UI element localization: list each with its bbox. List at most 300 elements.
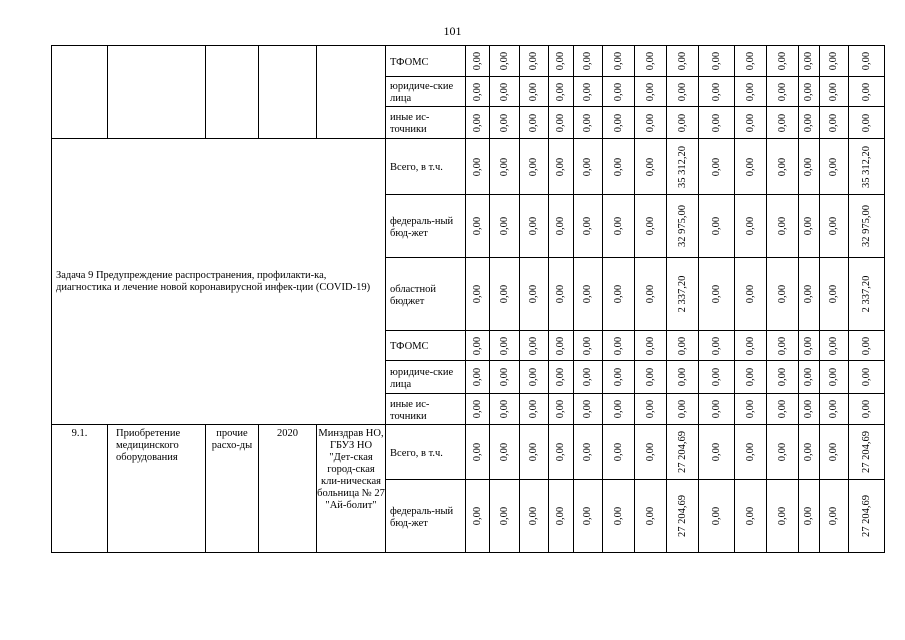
amount-cell (635, 195, 667, 258)
amount-cell (635, 331, 667, 361)
amount-cell (490, 195, 520, 258)
amount-value: 0,00 (528, 284, 539, 304)
amount-cell (735, 425, 767, 480)
amount-cell (667, 107, 699, 139)
amount-cell (820, 480, 849, 553)
amount-value: 0,00 (471, 113, 483, 132)
funding-source-cell: ТФОМС (386, 46, 466, 77)
amount-value: 0,00 (498, 113, 510, 132)
amount-value: 0,00 (644, 399, 656, 419)
amount-value: 0,00 (582, 82, 593, 101)
amount-cell (767, 77, 799, 107)
amount-value: 0,00 (555, 284, 566, 304)
amount-cell (603, 46, 635, 77)
amount-value: 0,00 (498, 399, 510, 419)
amount-value: 0,00 (744, 113, 756, 132)
amount-cell (603, 195, 635, 258)
amount-value: 0,00 (528, 336, 539, 355)
amount-cell (490, 480, 520, 553)
amount-value: 0,00 (828, 284, 839, 304)
amount-cell (699, 77, 735, 107)
amount-value: 0,00 (644, 442, 656, 462)
amount-value: 0,00 (676, 336, 688, 355)
amount-value: 0,00 (828, 113, 839, 132)
amount-value: 0,00 (582, 336, 593, 355)
amount-value: 0,00 (471, 82, 483, 101)
amount-value: 0,00 (744, 506, 756, 526)
amount-value: 0,00 (710, 399, 722, 419)
amount-value: 0,00 (860, 82, 872, 101)
amount-cell (466, 480, 490, 553)
amount-value: 0,00 (710, 51, 722, 71)
amount-cell (820, 77, 849, 107)
amount-cell (767, 107, 799, 139)
amount-cell (603, 139, 635, 195)
amount-value: 0,00 (612, 82, 624, 101)
amount-value: 0,00 (644, 82, 656, 101)
amount-value: 0,00 (498, 216, 510, 236)
amount-cell (490, 331, 520, 361)
amount-value: 0,00 (710, 442, 722, 462)
table-row (52, 425, 885, 480)
amount-value: 0,00 (776, 113, 788, 132)
amount-value: 0,00 (710, 157, 722, 176)
amount-value: 35 312,20 (860, 145, 872, 188)
amount-cell (549, 139, 574, 195)
amount-value: 0,00 (528, 367, 539, 387)
amount-cell (520, 331, 549, 361)
funding-source-cell: Всего, в т.ч. (386, 139, 466, 195)
amount-value: 0,00 (471, 442, 483, 462)
amount-value: 0,00 (776, 82, 788, 101)
amount-value: 0,00 (555, 51, 566, 71)
amount-cell (767, 361, 799, 394)
amount-value: 0,00 (582, 442, 593, 462)
amount-cell (667, 425, 699, 480)
amount-cell (735, 361, 767, 394)
amount-value: 0,00 (676, 51, 688, 71)
table-row (52, 46, 885, 77)
amount-cell (549, 394, 574, 425)
amount-cell (574, 46, 603, 77)
amount-value: 0,00 (676, 399, 688, 419)
executor: Минздрав НО, ГБУЗ НО "Дет-ская город-ская кли-ническая больница № 27 "Ай-болит" (317, 425, 386, 553)
amount-cell (667, 361, 699, 394)
amount-cell (490, 77, 520, 107)
amount-value: 0,00 (555, 113, 566, 132)
amount-cell (820, 394, 849, 425)
amount-value: 0,00 (528, 399, 539, 419)
amount-value: 0,00 (710, 367, 722, 387)
amount-value: 27 204,69 (676, 495, 688, 537)
amount-value: 0,00 (828, 367, 839, 387)
amount-cell (849, 139, 885, 195)
amount-value: 0,00 (528, 442, 539, 462)
amount-value: 0,00 (612, 284, 624, 304)
amount-value: 0,00 (471, 506, 483, 526)
amount-value: 0,00 (710, 284, 722, 304)
amount-value: 0,00 (744, 367, 756, 387)
amount-value: 0,00 (803, 51, 814, 71)
amount-cell (466, 394, 490, 425)
amount-cell (820, 258, 849, 331)
amount-value: 0,00 (644, 216, 656, 236)
amount-value: 0,00 (644, 284, 656, 304)
amount-cell (735, 394, 767, 425)
amount-value: 0,00 (828, 399, 839, 419)
amount-value: 0,00 (860, 113, 872, 132)
amount-value: 0,00 (828, 216, 839, 236)
amount-cell (849, 77, 885, 107)
amount-cell (699, 46, 735, 77)
amount-value: 0,00 (776, 367, 788, 387)
amount-cell (490, 46, 520, 77)
amount-cell (799, 107, 820, 139)
amount-value: 0,00 (644, 113, 656, 132)
amount-value: 0,00 (612, 113, 624, 132)
amount-cell (799, 77, 820, 107)
amount-value: 0,00 (860, 336, 872, 355)
item-name: Приобретение медицинского оборудования (108, 425, 206, 553)
amount-value: 0,00 (528, 51, 539, 71)
amount-value: 0,00 (612, 506, 624, 526)
amount-value: 0,00 (555, 336, 566, 355)
amount-cell (820, 195, 849, 258)
amount-cell (635, 46, 667, 77)
amount-value: 0,00 (744, 442, 756, 462)
amount-cell (549, 361, 574, 394)
amount-cell (735, 480, 767, 553)
amount-cell (520, 258, 549, 331)
amount-value: 0,00 (776, 506, 788, 526)
amount-cell (799, 361, 820, 394)
amount-value: 0,00 (612, 336, 624, 355)
funding-source-cell: иные ис-точники (386, 394, 466, 425)
amount-value: 0,00 (776, 157, 788, 176)
empty-cell (317, 46, 386, 139)
budget-table (51, 45, 885, 553)
amount-value: 0,00 (612, 216, 624, 236)
amount-value: 0,00 (471, 367, 483, 387)
amount-cell (799, 139, 820, 195)
amount-cell (849, 361, 885, 394)
amount-cell (549, 331, 574, 361)
amount-cell (603, 107, 635, 139)
amount-cell (735, 77, 767, 107)
amount-cell (699, 394, 735, 425)
funding-source-cell: юридиче-ские лица (386, 77, 466, 107)
amount-cell (735, 331, 767, 361)
amount-value: 0,00 (776, 399, 788, 419)
amount-value: 0,00 (612, 157, 624, 176)
amount-cell (799, 195, 820, 258)
amount-value: 0,00 (744, 336, 756, 355)
amount-cell (520, 46, 549, 77)
amount-value: 0,00 (555, 399, 566, 419)
amount-cell (549, 107, 574, 139)
amount-cell (466, 77, 490, 107)
amount-cell (466, 195, 490, 258)
amount-cell (799, 331, 820, 361)
amount-value: 0,00 (644, 506, 656, 526)
amount-cell (799, 480, 820, 553)
amount-value: 0,00 (776, 51, 788, 71)
amount-value: 0,00 (644, 157, 656, 176)
amount-cell (520, 480, 549, 553)
amount-cell (849, 107, 885, 139)
amount-value: 0,00 (828, 336, 839, 355)
amount-cell (603, 361, 635, 394)
amount-cell (574, 139, 603, 195)
amount-value: 0,00 (612, 442, 624, 462)
amount-cell (520, 195, 549, 258)
amount-cell (699, 425, 735, 480)
amount-cell (635, 394, 667, 425)
amount-cell (490, 361, 520, 394)
amount-cell (799, 46, 820, 77)
funding-source-cell: областной бюджет (386, 258, 466, 331)
amount-value: 0,00 (498, 51, 510, 71)
amount-value: 0,00 (528, 113, 539, 132)
amount-value: 0,00 (555, 157, 566, 176)
amount-cell (699, 361, 735, 394)
amount-value: 0,00 (803, 157, 814, 176)
amount-cell (520, 394, 549, 425)
amount-cell (667, 195, 699, 258)
amount-value: 27 204,69 (676, 431, 688, 473)
amount-cell (849, 195, 885, 258)
amount-cell (820, 425, 849, 480)
amount-value: 0,00 (471, 216, 483, 236)
amount-cell (799, 258, 820, 331)
amount-value: 0,00 (471, 284, 483, 304)
empty-cell (259, 46, 317, 139)
amount-cell (820, 107, 849, 139)
amount-value: 0,00 (803, 113, 814, 132)
amount-value: 0,00 (471, 336, 483, 355)
amount-cell (820, 46, 849, 77)
funding-source-cell: ТФОМС (386, 331, 466, 361)
amount-value: 0,00 (582, 399, 593, 419)
amount-value: 0,00 (776, 442, 788, 462)
amount-cell (603, 425, 635, 480)
amount-cell (520, 107, 549, 139)
amount-value: 0,00 (528, 82, 539, 101)
amount-cell (767, 394, 799, 425)
amount-value: 0,00 (860, 51, 872, 71)
amount-value: 0,00 (498, 82, 510, 101)
amount-cell (635, 107, 667, 139)
amount-cell (574, 480, 603, 553)
funding-source-cell: федераль-ный бюд-жет (386, 480, 466, 553)
amount-value: 0,00 (710, 113, 722, 132)
amount-value: 0,00 (803, 216, 814, 236)
amount-cell (635, 361, 667, 394)
amount-cell (603, 480, 635, 553)
amount-value: 0,00 (828, 51, 839, 71)
empty-cell (206, 46, 259, 139)
amount-cell (667, 139, 699, 195)
amount-cell (635, 480, 667, 553)
amount-value: 0,00 (644, 336, 656, 355)
amount-value: 0,00 (498, 367, 510, 387)
amount-value: 0,00 (471, 399, 483, 419)
amount-cell (490, 139, 520, 195)
amount-cell (767, 425, 799, 480)
amount-value: 0,00 (644, 51, 656, 71)
amount-value: 0,00 (828, 506, 839, 526)
amount-cell (574, 107, 603, 139)
amount-cell (549, 195, 574, 258)
funding-source-cell: юридиче-ские лица (386, 361, 466, 394)
amount-value: 0,00 (710, 82, 722, 101)
amount-value: 0,00 (776, 284, 788, 304)
amount-value: 0,00 (582, 216, 593, 236)
empty-cell (52, 46, 108, 139)
amount-cell (490, 107, 520, 139)
amount-cell (767, 139, 799, 195)
amount-cell (574, 258, 603, 331)
amount-cell (466, 46, 490, 77)
amount-cell (466, 107, 490, 139)
amount-cell (767, 480, 799, 553)
amount-cell (466, 361, 490, 394)
amount-value: 0,00 (582, 284, 593, 304)
amount-value: 0,00 (860, 399, 872, 419)
amount-cell (820, 361, 849, 394)
amount-value: 0,00 (555, 82, 566, 101)
amount-cell (735, 139, 767, 195)
amount-cell (699, 258, 735, 331)
amount-value: 0,00 (498, 506, 510, 526)
amount-value: 0,00 (860, 367, 872, 387)
amount-value: 0,00 (776, 216, 788, 236)
amount-value: 27 204,69 (860, 431, 872, 473)
amount-value: 0,00 (498, 442, 510, 462)
amount-value: 0,00 (612, 51, 624, 71)
amount-cell (549, 258, 574, 331)
amount-value: 0,00 (528, 157, 539, 176)
amount-cell (849, 331, 885, 361)
amount-cell (520, 139, 549, 195)
amount-value: 0,00 (582, 113, 593, 132)
amount-cell (574, 361, 603, 394)
amount-cell (635, 139, 667, 195)
amount-cell (667, 258, 699, 331)
amount-value: 0,00 (744, 157, 756, 176)
amount-cell (466, 425, 490, 480)
amount-cell (603, 77, 635, 107)
amount-value: 0,00 (555, 506, 566, 526)
amount-cell (466, 331, 490, 361)
amount-value: 0,00 (828, 442, 839, 462)
amount-cell (849, 46, 885, 77)
amount-value: 0,00 (828, 82, 839, 101)
amount-cell (490, 258, 520, 331)
amount-cell (635, 425, 667, 480)
amount-value: 0,00 (744, 216, 756, 236)
amount-cell (849, 480, 885, 553)
amount-cell (699, 139, 735, 195)
amount-cell (767, 258, 799, 331)
amount-cell (735, 195, 767, 258)
amount-value: 0,00 (582, 51, 593, 71)
amount-cell (520, 361, 549, 394)
amount-cell (574, 331, 603, 361)
amount-value: 0,00 (528, 506, 539, 526)
amount-cell (799, 425, 820, 480)
amount-cell (849, 425, 885, 480)
amount-cell (767, 195, 799, 258)
amount-cell (849, 394, 885, 425)
amount-cell (574, 425, 603, 480)
amount-value: 0,00 (744, 284, 756, 304)
amount-value: 0,00 (803, 399, 814, 419)
task-title: Задача 9 Предупреждение распространения, профилакти-ка, диагностика и лечение новой коронавирусной инфек-ции (COVID-19) (52, 139, 386, 425)
amount-value: 0,00 (803, 367, 814, 387)
amount-value: 0,00 (582, 506, 593, 526)
amount-value: 0,00 (676, 82, 688, 101)
amount-value: 0,00 (803, 336, 814, 355)
amount-value: 0,00 (803, 82, 814, 101)
amount-cell (820, 331, 849, 361)
amount-cell (699, 107, 735, 139)
amount-cell (849, 258, 885, 331)
amount-value: 32 975,00 (860, 205, 872, 247)
amount-cell (520, 425, 549, 480)
amount-cell (699, 331, 735, 361)
amount-cell (466, 139, 490, 195)
amount-value: 0,00 (471, 51, 483, 71)
amount-cell (667, 331, 699, 361)
amount-cell (735, 46, 767, 77)
page-number: 101 (443, 24, 462, 38)
funding-source-cell: иные ис-точники (386, 107, 466, 139)
amount-cell (549, 46, 574, 77)
amount-value: 0,00 (710, 336, 722, 355)
amount-cell (603, 258, 635, 331)
amount-cell (574, 77, 603, 107)
amount-value: 2 337,20 (676, 275, 688, 313)
amount-cell (574, 195, 603, 258)
amount-cell (520, 77, 549, 107)
amount-cell (699, 195, 735, 258)
amount-cell (635, 258, 667, 331)
amount-cell (549, 77, 574, 107)
amount-cell (667, 46, 699, 77)
amount-cell (799, 394, 820, 425)
amount-value: 0,00 (803, 284, 814, 304)
amount-cell (466, 258, 490, 331)
amount-value: 2 337,20 (860, 275, 872, 313)
item-year: 2020 (259, 425, 317, 553)
amount-value: 0,00 (555, 216, 566, 236)
amount-value: 0,00 (710, 216, 722, 236)
amount-value: 0,00 (676, 113, 688, 132)
amount-value: 0,00 (676, 367, 688, 387)
empty-cell (108, 46, 206, 139)
amount-value: 35 312,20 (676, 145, 688, 188)
amount-cell (635, 77, 667, 107)
amount-value: 0,00 (744, 399, 756, 419)
amount-cell (699, 480, 735, 553)
amount-value: 0,00 (555, 367, 566, 387)
amount-value: 32 975,00 (676, 205, 688, 247)
amount-cell (667, 480, 699, 553)
amount-cell (667, 394, 699, 425)
amount-value: 0,00 (498, 157, 510, 176)
amount-value: 0,00 (744, 51, 756, 71)
